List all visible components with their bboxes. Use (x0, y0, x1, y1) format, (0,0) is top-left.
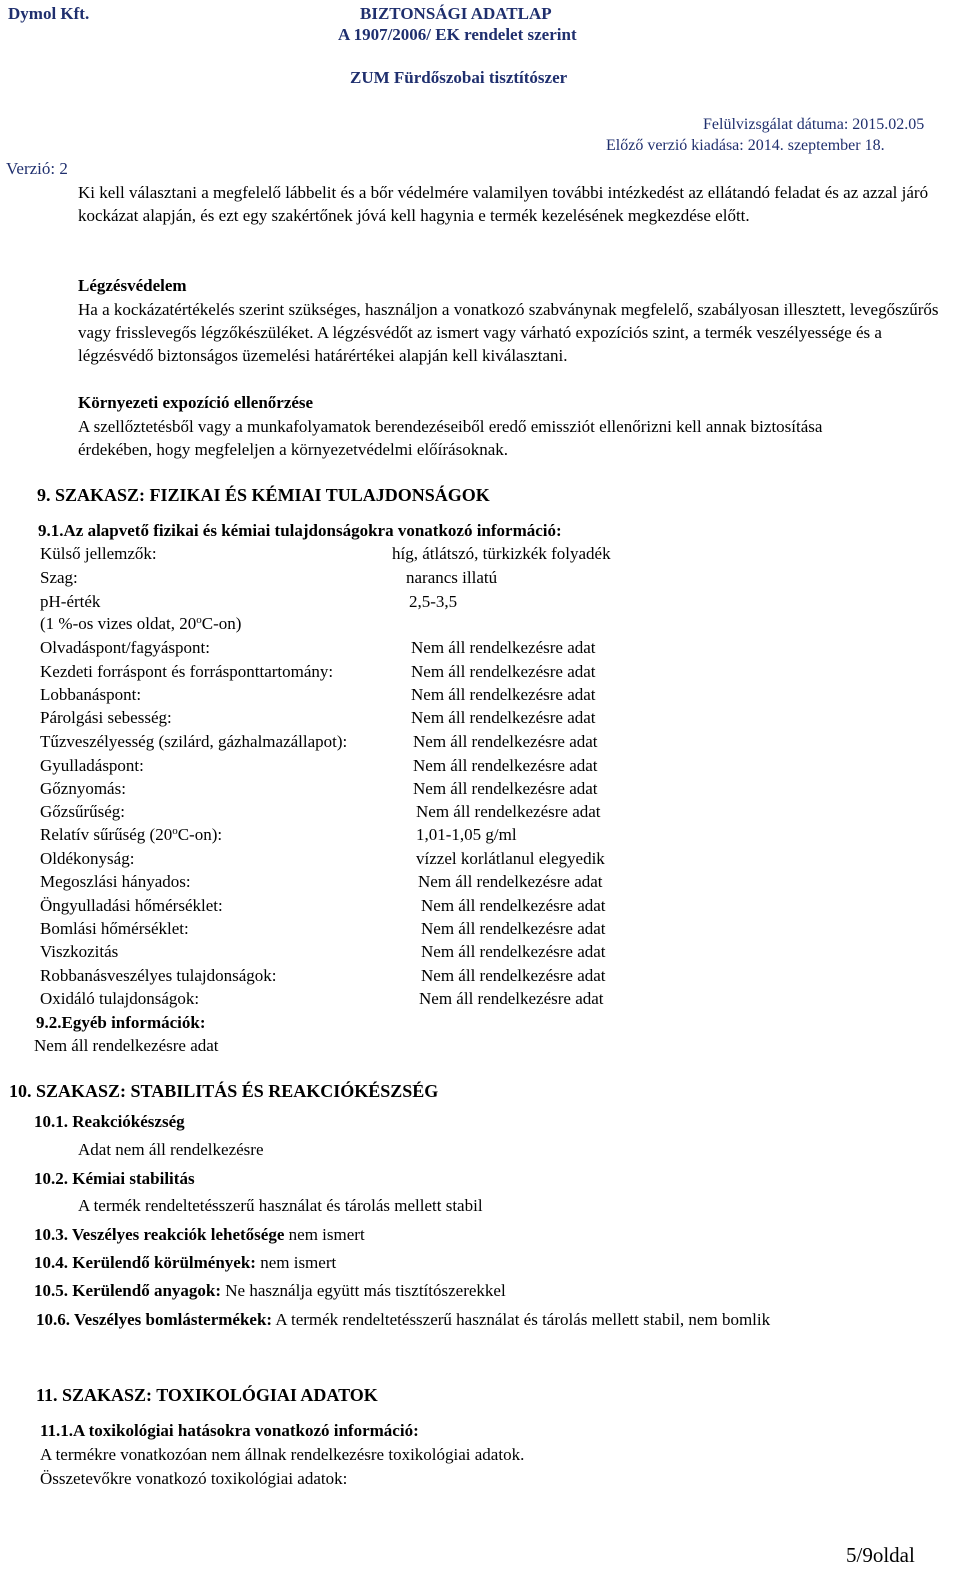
property-value: 2,5-3,5 (409, 592, 458, 611)
property-value: 1,01-1,05 g/ml (416, 825, 517, 844)
section-11-1-heading: 11.1.A toxikológiai hatásokra vonatkozó információ: (40, 1421, 419, 1440)
section-10-5-line (34, 1281, 506, 1301)
property-value: Nem áll rendelkezésre adat (421, 896, 606, 915)
property-value: Nem áll rendelkezésre adat (421, 942, 606, 961)
property-value: híg, átlátszó, türkizkék folyadék (392, 544, 611, 563)
property-label: Robbanásveszélyes tulajdonságok: (40, 966, 277, 985)
environmental-exposure-heading: Környezeti expozíció ellenőrzése (78, 393, 314, 412)
property-label: Oxidáló tulajdonságok: (40, 989, 200, 1008)
section-9-2-text: Nem áll rendelkezésre adat (34, 1036, 219, 1055)
section-10-title: 10. SZAKASZ: STABILITÁS ÉS REAKCIÓKÉSZSÉG (9, 1081, 439, 1101)
property-label: Kezdeti forráspont és forrásponttartomány: (40, 662, 334, 681)
section-10-6-text: A termék rendeltetésszerű használat és tárolás mellett stabil, nem bomlik (272, 1310, 771, 1329)
section-10-4-heading: 10.4. Kerülendő körülmények: (34, 1253, 256, 1272)
property-value: Nem áll rendelkezésre adat (421, 919, 606, 938)
section-9-1-heading: 9.1.Az alapvető fizikai és kémiai tulajdonságokra vonatkozó információ: (38, 521, 562, 540)
ph-measurement-note (40, 614, 241, 634)
property-value: Nem áll rendelkezésre adat (421, 966, 606, 985)
property-label: Relatív sűrűség (20 (40, 825, 173, 844)
property-value: Nem áll rendelkezésre adat (413, 756, 598, 775)
product-name: ZUM Fürdőszobai tisztítószer (350, 68, 568, 87)
regulation-reference: A 1907/2006/ EK rendelet szerint (338, 25, 577, 44)
environmental-exposure-text: A szellőztetésből vagy a munkafolyamatok berendezéseiből eredő emissziót ellenőrizni kell annak biztosítása érdekében, hogy megfeleljen a környezetvédelmi előírásoknak. (78, 417, 823, 459)
degree-symbol: o (172, 825, 178, 837)
section-9-2-heading: 9.2.Egyéb információk: (36, 1013, 206, 1032)
degree-symbol: o (196, 614, 202, 626)
property-label: Tűzveszélyesség (szilárd, gázhalmazállapot): (40, 732, 348, 751)
section-10-5-heading: 10.5. Kerülendő anyagok: (34, 1281, 222, 1300)
ph-note-text: (1 %-os vizes oldat, 20 (40, 614, 197, 633)
ph-note-unit: C-on) (201, 614, 242, 633)
section-10-3-text: nem ismert (284, 1225, 365, 1244)
property-value: narancs illatú (406, 568, 498, 587)
property-value: Nem áll rendelkezésre adat (413, 779, 598, 798)
section-11-title: 11. SZAKASZ: TOXIKOLÓGIAI ADATOK (36, 1385, 378, 1405)
property-label: Külső jellemzők: (40, 544, 157, 563)
page-number: 5/9oldal (846, 1543, 915, 1567)
previous-version-date: Előző verzió kiadása: 2014. szeptember 18. (606, 137, 885, 154)
section-10-1-heading: 10.1. Reakciókészség (34, 1112, 185, 1131)
property-label: Olvadáspont/fagyáspont: (40, 638, 210, 657)
relative-density-label (40, 825, 222, 845)
property-value: Nem áll rendelkezésre adat (418, 872, 603, 891)
property-label: Gőznyomás: (40, 779, 126, 798)
section-9-title: 9. SZAKASZ: FIZIKAI ÉS KÉMIAI TULAJDONSÁGOK (37, 485, 490, 505)
property-value: Nem áll rendelkezésre adat (411, 662, 596, 681)
company-name: Dymol Kft. (8, 4, 90, 23)
property-label: Oldékonyság: (40, 849, 135, 868)
section-10-3-heading: 10.3. Veszélyes reakciók lehetősége (34, 1225, 285, 1244)
property-label: Megoszlási hányados: (40, 872, 191, 891)
section-10-2-heading: 10.2. Kémiai stabilitás (34, 1169, 195, 1188)
property-value: Nem áll rendelkezésre adat (411, 708, 596, 727)
density-unit: C-on): (177, 825, 223, 844)
property-value: Nem áll rendelkezésre adat (413, 732, 598, 751)
section-10-4-line (34, 1253, 336, 1273)
property-value: Nem áll rendelkezésre adat (411, 685, 596, 704)
section-11-1-text: A termékre vonatkozóan nem állnak rendelkezésre toxikológiai adatok. (40, 1445, 525, 1464)
respiratory-protection-text: Ha a kockázatértékelés szerint szükséges, használjon a vonatkozó szabványnak megfelelő, szabályosan illesztett, levegőszűrős vagy frisslevegős légzőkészüléket. A légzésvédőt az ismert vagy várható expozíciós szint, a termék veszélyessége és a légzésvédő biztonságos üzemelési határértékei alapján kell kiválasztani. (78, 300, 939, 365)
property-label: Gőzsűrűség: (40, 802, 125, 821)
section-10-5-text: Ne használja együtt más tisztítószerekkel (221, 1281, 506, 1300)
property-label: Lobbanáspont: (40, 685, 142, 704)
section-10-4-text: nem ismert (255, 1253, 337, 1272)
property-label: Párolgási sebesség: (40, 708, 172, 727)
section-10-1-text: Adat nem áll rendelkezésre (78, 1140, 264, 1159)
property-label: Szag: (40, 568, 78, 587)
property-label: Bomlási hőmérséklet: (40, 919, 189, 938)
footwear-protection-text: Ki kell választani a megfelelő lábbelit és a bőr védelmére valamilyen további intézkedést az ellátandó feladat és az azzal járó kockázat alapján, és ezt egy szakértőnek jóvá kell hagynia e termék kezelésének megkezdése előtt. (78, 183, 929, 225)
section-10-6-line (36, 1310, 770, 1330)
version-label: Verzió: 2 (6, 159, 68, 178)
property-label: Viszkozitás (40, 942, 119, 961)
property-value: Nem áll rendelkezésre adat (416, 802, 601, 821)
property-label: Gyulladáspont: (40, 756, 144, 775)
section-11-components-text: Összetevőkre vonatkozó toxikológiai adatok: (40, 1469, 348, 1488)
section-10-2-text: A termék rendeltetésszerű használat és tárolás mellett stabil (78, 1196, 483, 1215)
respiratory-protection-heading: Légzésvédelem (78, 276, 187, 295)
document-title: BIZTONSÁGI ADATLAP (360, 4, 552, 23)
property-value: vízzel korlátlanul elegyedik (416, 849, 605, 868)
property-label: pH-érték (40, 592, 101, 611)
property-value: Nem áll rendelkezésre adat (419, 989, 604, 1008)
section-10-6-heading: 10.6. Veszélyes bomlástermékek: (36, 1310, 273, 1329)
property-label: Öngyulladási hőmérséklet: (40, 896, 223, 915)
revision-date: Felülvizsgálat dátuma: 2015.02.05 (703, 116, 925, 133)
section-10-3-line (34, 1225, 365, 1245)
property-value: Nem áll rendelkezésre adat (411, 638, 596, 657)
